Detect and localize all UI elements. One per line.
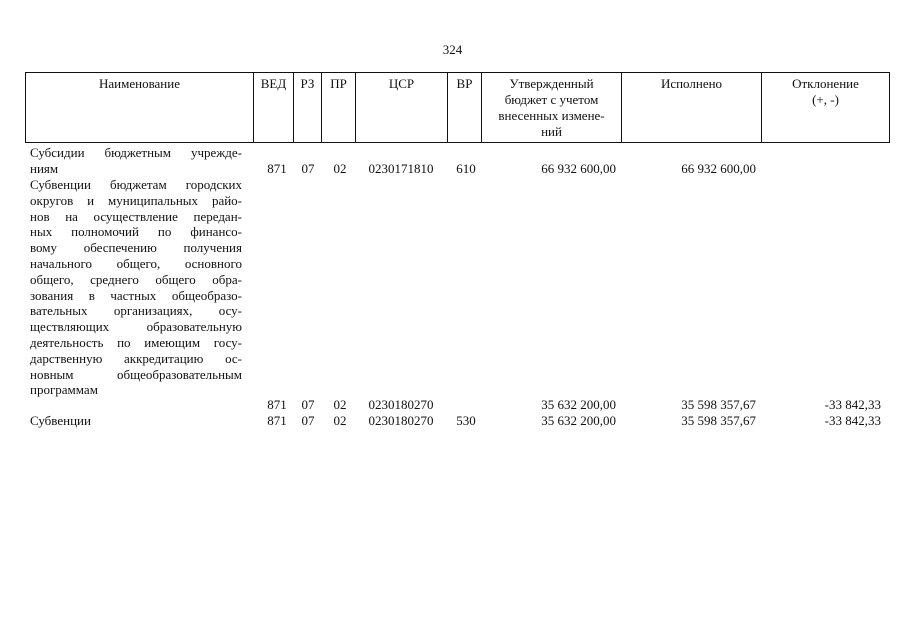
row-name-line: программам (30, 382, 98, 398)
table-body (0, 145, 905, 429)
cell-pr: 02 (333, 161, 347, 177)
row-name-line: зования в частных общеобразо- (30, 287, 242, 303)
row-name-line: новным общеобразовательным (30, 366, 242, 382)
cell-csr: 0230180270 (368, 397, 434, 413)
row-name-line: начального общего, основного (30, 255, 242, 271)
header-deviation-line: Отклонение (792, 76, 859, 91)
row-name-line: Субвенции (30, 413, 91, 428)
row-name-line: Субсидии бюджетным учрежде- (30, 145, 242, 160)
cell-deviation: -33 842,33 (824, 413, 881, 429)
cell-pr: 02 (333, 413, 347, 429)
row-name-line: дарственную аккредитацию ос- (30, 350, 242, 366)
header-csr: ЦСР (356, 73, 448, 142)
row-name-line: Субвенции бюджетам городских (30, 177, 242, 192)
cell-executed: 35 598 357,67 (681, 413, 756, 429)
cell-rz: 07 (301, 161, 315, 177)
cell-vr: 610 (456, 161, 476, 177)
cell-rz: 07 (301, 397, 315, 413)
header-budget-line: внесенных измене- (498, 108, 605, 123)
cell-csr: 0230180270 (368, 413, 434, 429)
header-ved: ВЕД (254, 73, 294, 142)
header-deviation (762, 73, 889, 142)
cell-rz: 07 (301, 413, 315, 429)
row-name-line: нов на осуществление передан- (30, 208, 242, 224)
table-row (0, 145, 905, 177)
cell-ved: 871 (267, 413, 287, 429)
row-name-line: вательных организациях, осу- (30, 303, 242, 319)
header-rz: РЗ (294, 73, 322, 142)
cell-executed: 35 598 357,67 (681, 397, 756, 413)
cell-deviation: -33 842,33 (824, 397, 881, 413)
cell-csr: 0230171810 (368, 161, 434, 177)
header-budget-line: Утвержденный (509, 76, 594, 91)
cell-budget: 35 632 200,00 (541, 413, 616, 429)
table-row (0, 177, 905, 413)
header-name: Наименование (26, 73, 254, 142)
row-name-line: ществляющих образовательную (30, 319, 242, 335)
cell-ved: 871 (267, 161, 287, 177)
table-header (25, 72, 890, 143)
cell-budget: 35 632 200,00 (541, 397, 616, 413)
row-name-line: ных полномочий по финансо- (30, 224, 242, 240)
cell-executed: 66 932 600,00 (681, 161, 756, 177)
header-deviation-line: (+, -) (812, 92, 839, 107)
row-name-line: ниям (30, 160, 59, 176)
header-budget (482, 73, 622, 142)
page-number: 324 (442, 42, 463, 57)
cell-budget: 66 932 600,00 (541, 161, 616, 177)
cell-vr: 530 (456, 413, 476, 429)
row-name (30, 177, 242, 398)
table-row (0, 413, 905, 429)
cell-ved: 871 (267, 397, 287, 413)
row-name-line: деятельность по имеющим госу- (30, 334, 242, 350)
row-name-line: общего, среднего общего обра- (30, 271, 242, 287)
header-vr: ВР (448, 73, 482, 142)
cell-pr: 02 (333, 397, 347, 413)
row-name-line: вому обеспечению получения (30, 240, 242, 256)
header-budget-line: бюджет с учетом (504, 92, 599, 107)
header-pr: ПР (322, 73, 356, 142)
header-executed: Исполнено (622, 73, 762, 142)
row-name-line: округов и муниципальных райо- (30, 192, 242, 208)
header-budget-line: ний (541, 124, 562, 139)
